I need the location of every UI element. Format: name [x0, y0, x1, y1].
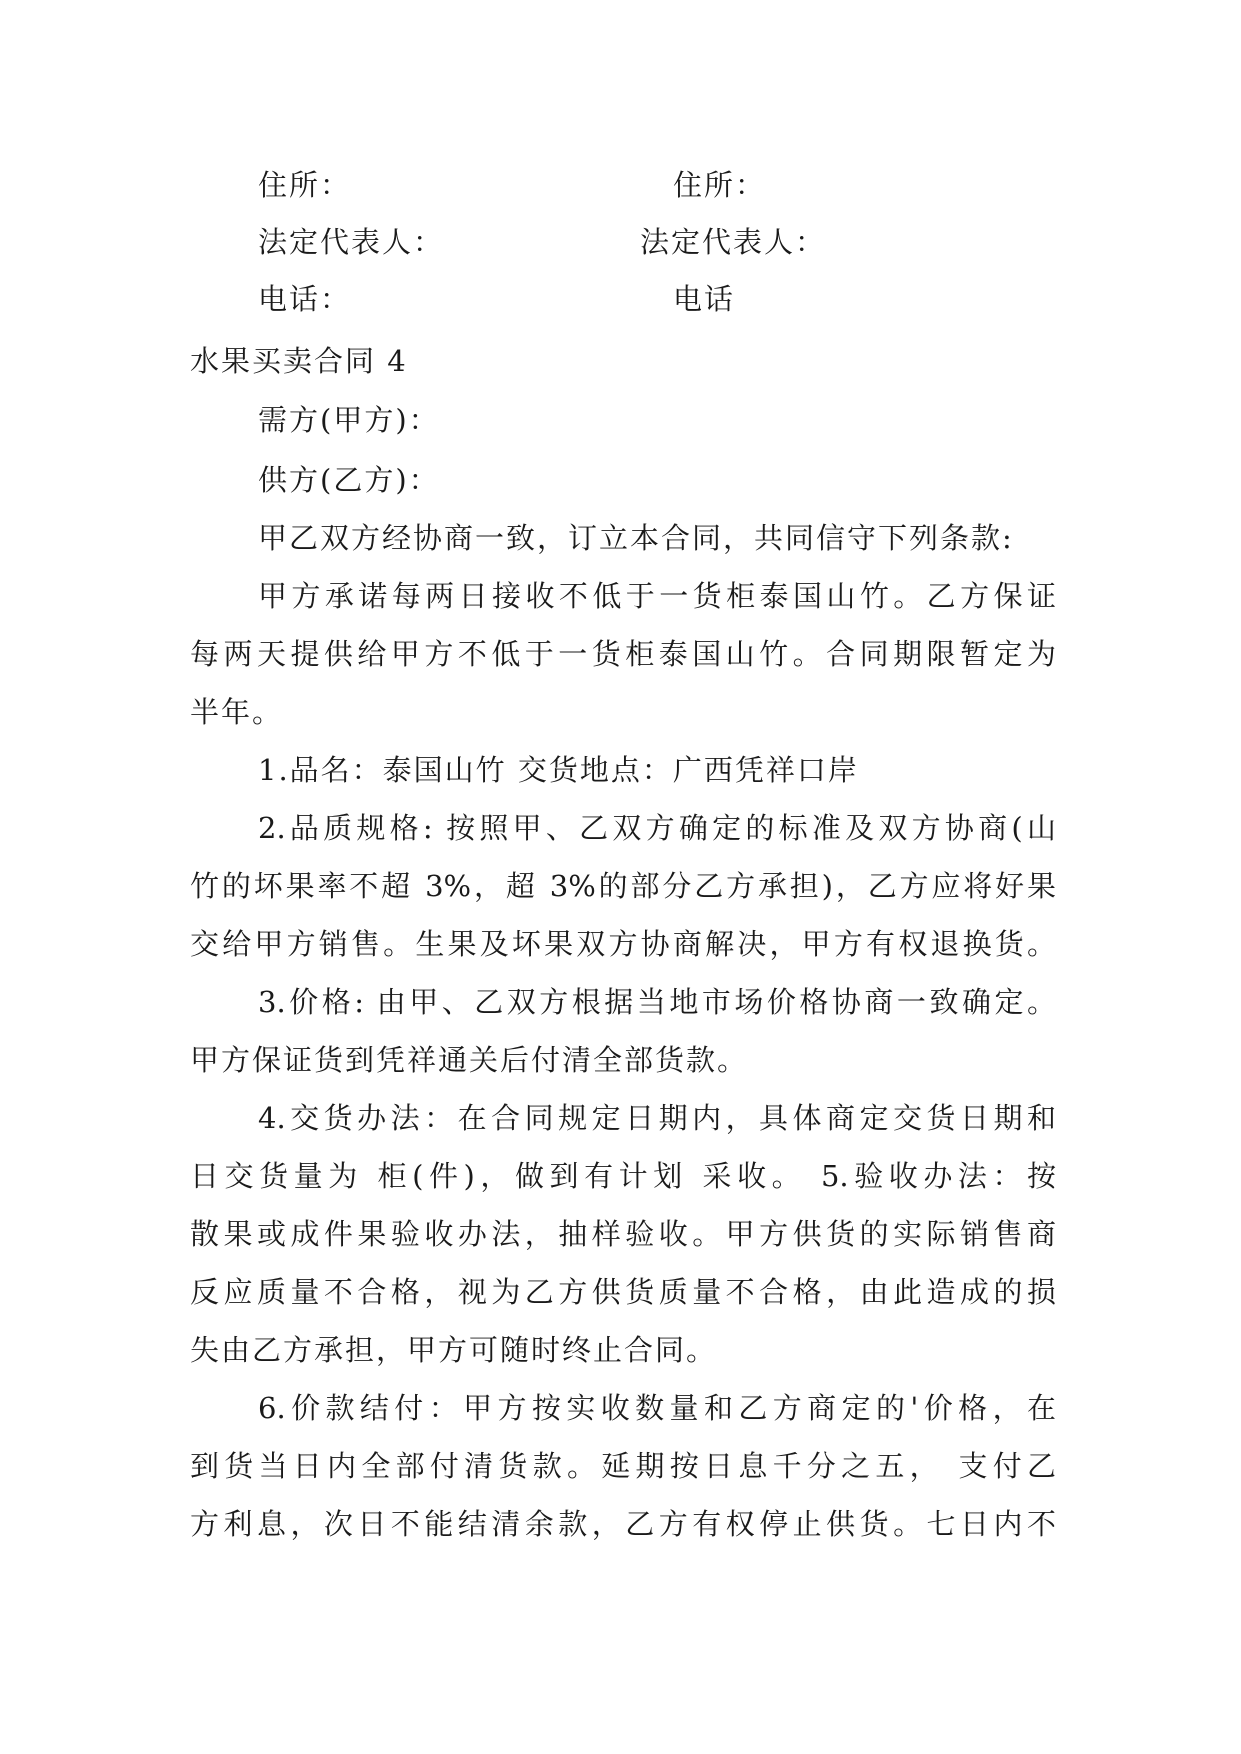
- clause-2-line-3: 交给甲方销售。生果及坏果双方协商解决，甲方有权退换货。: [190, 927, 1056, 961]
- clause-5-line-1: 散果或成件果验收办法，抽样验收。甲方供货的实际销售商: [190, 1217, 1056, 1251]
- contract-title: 水果买卖合同 4: [190, 344, 408, 378]
- clause-6-line-1: 6.价款结付：甲方按实收数量和乙方商定的'价格，在: [258, 1391, 1056, 1425]
- clause-2-line-2: 竹的坏果率不超 3%，超 3%的部分乙方承担)，乙方应将好果: [190, 869, 1056, 903]
- body-line-commitment-2: 每两天提供给甲方不低于一货柜泰国山竹。合同期限暂定为: [190, 637, 1056, 671]
- buyer-party-label: 需方(甲方)：: [258, 403, 440, 437]
- left-address-label: 住所：: [258, 168, 352, 202]
- body-line-intro: 甲乙双方经协商一致，订立本合同，共同信守下列条款:: [258, 521, 1014, 555]
- right-phone-label: 电话: [673, 282, 736, 316]
- clause-5-line-2: 反应质量不合格，视为乙方供货质量不合格，由此造成的损: [190, 1275, 1056, 1309]
- clause-6-line-3: 方利息，次日不能结清余款，乙方有权停止供货。七日内不: [190, 1507, 1056, 1541]
- clause-4-line-2: 日交货量为 柜(件)，做到有计划 采收。 5.验收办法：按: [190, 1159, 1056, 1193]
- clause-3-line-2: 甲方保证货到凭祥通关后付清全部货款。: [190, 1043, 749, 1077]
- clause-6-line-2: 到货当日内全部付清货款。延期按日息千分之五， 支付乙: [190, 1449, 1056, 1483]
- clause-4-line-1: 4.交货办法：在合同规定日期内，具体商定交货日期和: [258, 1101, 1056, 1135]
- clause-1-product: 1.品名：泰国山竹 交货地点：广西凭祥口岸: [258, 753, 859, 787]
- left-phone-label: 电话：: [258, 282, 352, 316]
- right-rep-label: 法定代表人：: [640, 225, 827, 259]
- body-line-commitment-3: 半年。: [190, 695, 284, 729]
- seller-party-label: 供方(乙方)：: [258, 463, 440, 497]
- clause-5-line-3: 失由乙方承担，甲方可随时终止合同。: [190, 1333, 718, 1367]
- body-line-commitment-1: 甲方承诺每两日接收不低于一货柜泰国山竹。乙方保证: [258, 579, 1056, 613]
- clause-2-line-1: 2.品质规格: 按照甲、乙双方确定的标准及双方协商(山: [258, 811, 1056, 845]
- right-address-label: 住所：: [673, 168, 767, 202]
- clause-3-line-1: 3.价格: 由甲、乙双方根据当地市场价格协商一致确定。: [258, 985, 1056, 1019]
- left-rep-label: 法定代表人：: [258, 225, 445, 259]
